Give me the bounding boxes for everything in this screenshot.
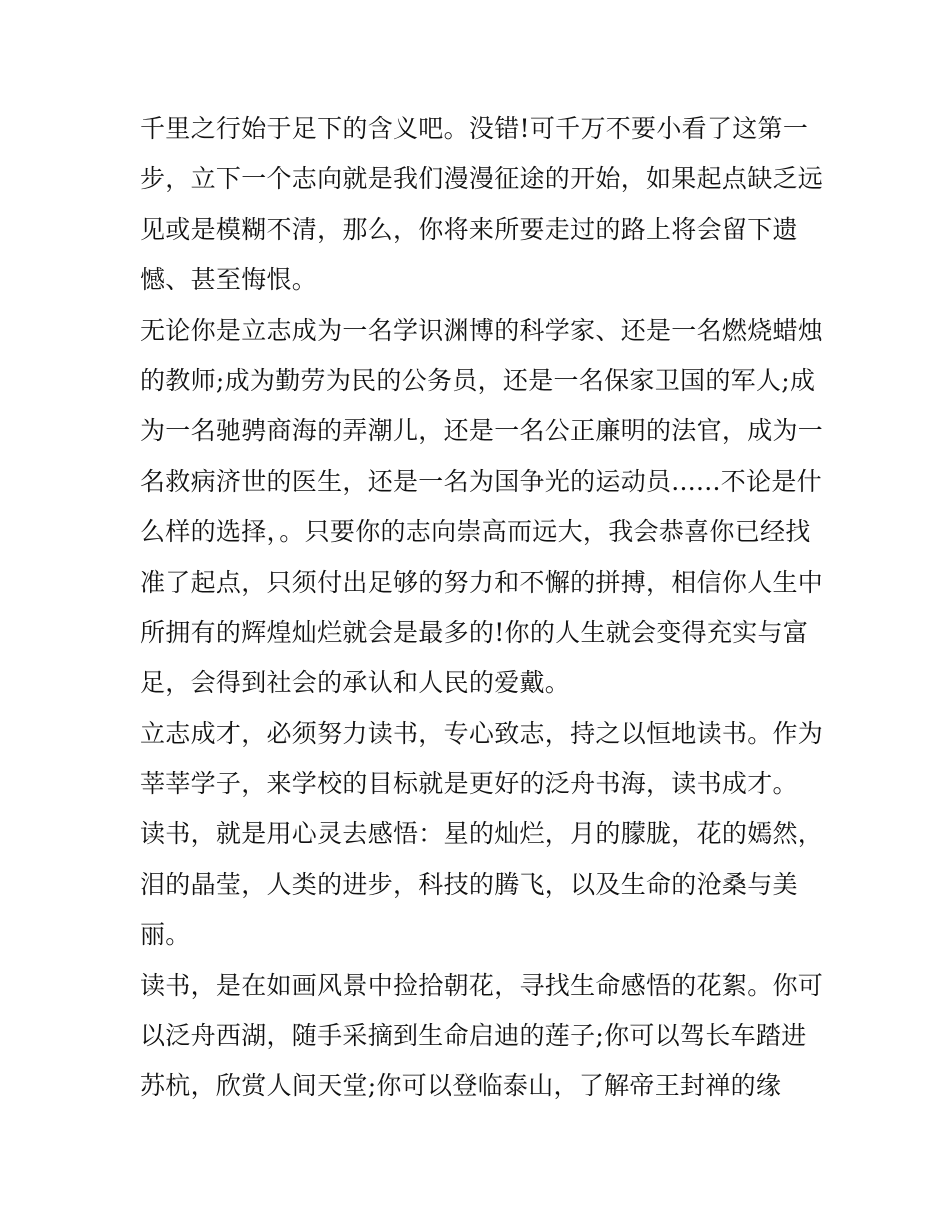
body-text bbox=[140, 104, 824, 1112]
text-line: 千里之行始于足下的含义吧。没错!可千万不要小看了这第一 bbox=[140, 114, 809, 143]
text-line: 为一名驰骋商海的弄潮儿，还是一名公正廉明的法官，成为一 bbox=[140, 416, 824, 446]
text-line: 苏杭，欣赏人间天堂;你可以登临泰山，了解帝王封禅的缘 bbox=[140, 1071, 782, 1101]
text-line: 读书，是在如画风景中捡拾朝花，寻找生命感悟的花絮。你可 bbox=[140, 970, 824, 1000]
text-line: 么样的选择，。只要你的志向崇高而远大，我会恭喜你已经找 bbox=[140, 517, 811, 547]
text-line: 憾、甚至悔恨。 bbox=[140, 265, 318, 295]
text-line: 见或是模糊不清，那么，你将来所要走过的路上将会留下遗 bbox=[140, 214, 798, 244]
text-line: 准了起点，只须付出足够的努力和不懈的拼搏，相信你人生中 bbox=[140, 567, 824, 597]
text-line: 名救病济世的医生，还是一名为国争光的运动员......不论是什 bbox=[140, 466, 822, 496]
text-line: 读书，就是用心灵去感悟：星的灿烂，月的朦胧，花的嫣然， bbox=[140, 819, 824, 849]
text-line: 无论你是立志成为一名学识渊博的科学家、还是一名燃烧蜡烛 bbox=[140, 315, 824, 345]
text-line: 泪的晶莹，人类的进步，科技的腾飞，以及生命的沧桑与美 bbox=[140, 869, 798, 899]
text-line: 步，立下一个志向就是我们漫漫征途的开始，如果起点缺乏远 bbox=[140, 164, 824, 194]
text-line: 足，会得到社会的承认和人民的爱戴。 bbox=[140, 668, 571, 698]
text-line: 莘莘学子，来学校的目标就是更好的泛舟书海，读书成才。 bbox=[140, 769, 798, 799]
text-line: 所拥有的辉煌灿烂就会是最多的!你的人生就会变得充实与富 bbox=[140, 617, 809, 647]
text-line: 以泛舟西湖，随手采摘到生命启迪的莲子;你可以驾长车踏进 bbox=[140, 1021, 807, 1051]
text-line: 的教师;成为勤劳为民的公务员，还是一名保家卫国的军人;成 bbox=[140, 365, 816, 395]
text-line: 立志成才，必须努力读书，专心致志，持之以恒地读书。作为 bbox=[140, 718, 824, 748]
text-line: 丽。 bbox=[140, 920, 191, 950]
